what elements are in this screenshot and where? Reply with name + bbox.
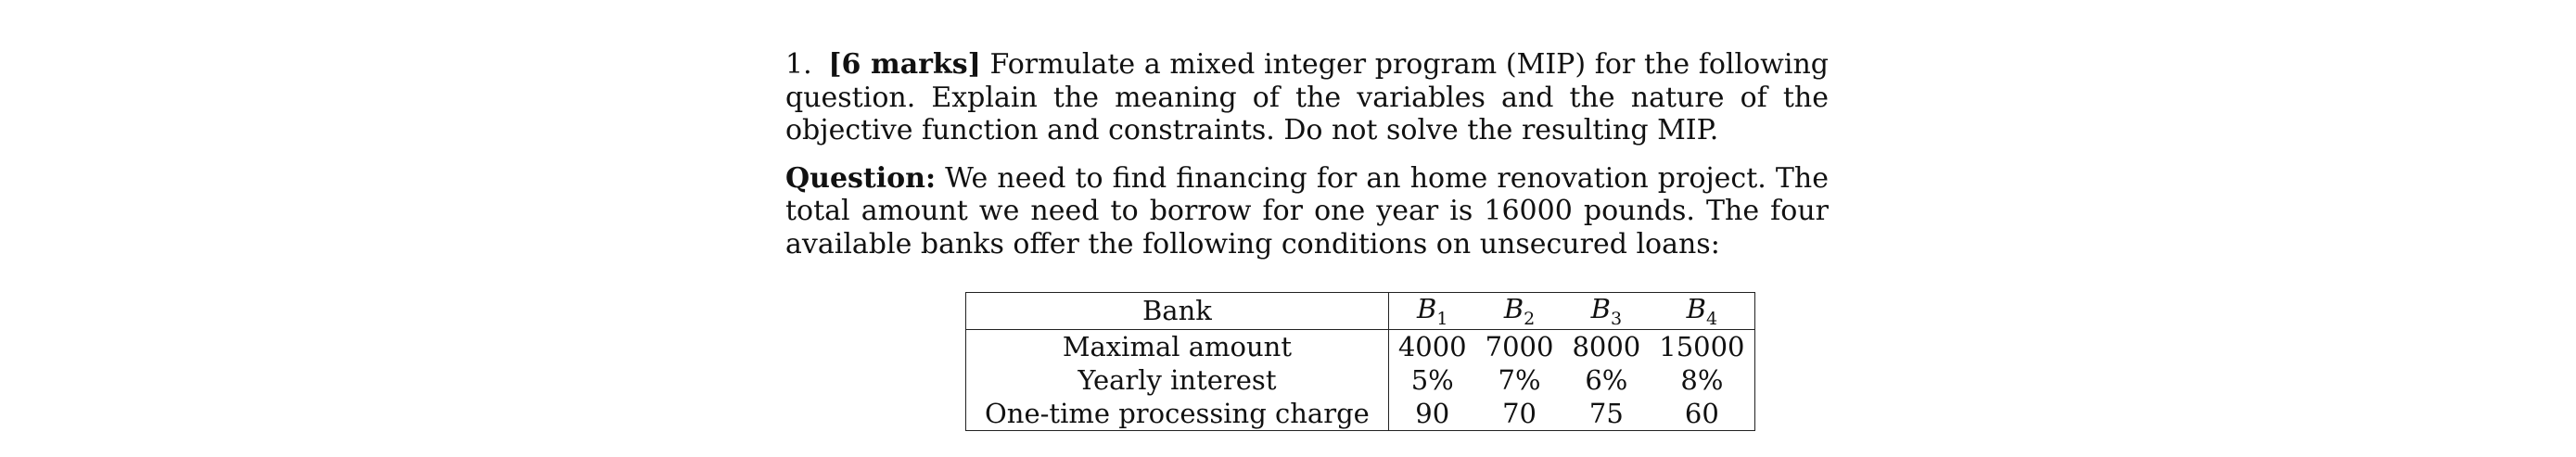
bank-conditions-table (965, 292, 1755, 431)
bank-letter: B (1686, 293, 1706, 324)
question-text: We need to find financing for an home renovation project. The total amount we need to borrow for one year is 16000 pounds. The four available banks offer the following conditions on unsecured loans: (785, 161, 1829, 260)
table-row (966, 363, 1755, 397)
table-cell: 60 (1684, 397, 1719, 429)
bank-subscript: 2 (1524, 308, 1536, 329)
table-row (966, 397, 1755, 431)
instruction-paragraph (785, 48, 1829, 147)
table-cell: 5% (1410, 363, 1454, 396)
bank-letter: B (1417, 293, 1437, 324)
table-cell: 90 (1415, 397, 1450, 429)
question-number: 1. (785, 48, 812, 81)
question-paragraph (785, 162, 1829, 261)
bank-subscript: 1 (1436, 308, 1448, 329)
bank-letter: B (1503, 293, 1524, 324)
row-label: Yearly interest (966, 363, 1389, 397)
table-row (966, 329, 1755, 363)
bank-header (1650, 293, 1754, 330)
table-header-row (966, 293, 1755, 330)
table-header-label: Bank (966, 293, 1389, 330)
question-label: Question: (785, 161, 937, 195)
table-cell: 75 (1588, 397, 1624, 429)
table-cell: 15000 (1659, 330, 1745, 362)
table-cell: 6% (1585, 363, 1628, 396)
bank-subscript: 3 (1610, 308, 1623, 329)
bank-header (1562, 293, 1650, 330)
table-cell: 7% (1498, 363, 1541, 396)
bank-header (1388, 293, 1475, 330)
table-cell: 70 (1502, 397, 1537, 429)
row-label: One-time processing charge (966, 397, 1389, 431)
marks-label: [6 marks] (828, 48, 981, 81)
row-label: Maximal amount (966, 329, 1389, 363)
table-cell: 8% (1680, 363, 1724, 396)
table-cell: 8000 (1572, 330, 1641, 362)
bank-header (1476, 293, 1563, 330)
instruction-text: Formulate a mixed integer program (MIP) for the following question. Explain the meaning of the variables and the nature of the objective function and constraints. Do not solve the resulting MIP. (785, 48, 1829, 146)
bank-subscript: 4 (1705, 308, 1718, 329)
question-section (785, 48, 1829, 298)
bank-table-wrapper (965, 292, 1755, 431)
table-cell: 4000 (1397, 330, 1467, 362)
bank-letter: B (1590, 293, 1611, 324)
table-cell: 7000 (1485, 330, 1554, 362)
